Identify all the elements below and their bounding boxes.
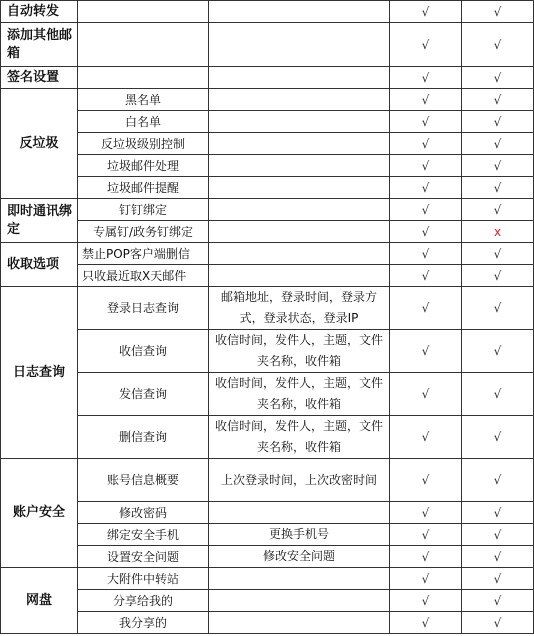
table-row: [1, 330, 534, 373]
support-mark: √: [390, 568, 462, 590]
support-mark: √: [462, 287, 534, 330]
feature-cell: 删信查询: [78, 416, 209, 459]
support-mark: √: [462, 265, 534, 287]
support-mark: √: [462, 546, 534, 568]
support-mark: √: [462, 199, 534, 221]
detail-cell: [209, 221, 390, 243]
feature-cell: 黑名单: [78, 89, 209, 111]
table-row: [1, 590, 534, 612]
table-row: [1, 612, 534, 634]
table-row: [1, 199, 534, 221]
category-cell: 账户安全: [1, 459, 78, 568]
detail-cell: [209, 89, 390, 111]
detail-cell: 更换手机号: [209, 524, 390, 546]
detail-cell: 收信时间，发件人，主题，文件夹名称，收件箱: [209, 416, 390, 459]
support-mark: √: [462, 177, 534, 199]
table-row: [1, 133, 534, 155]
support-mark: √: [390, 459, 462, 502]
detail-cell: [209, 133, 390, 155]
detail-cell: [209, 1, 390, 23]
support-mark: √: [462, 23, 534, 67]
support-mark: √: [390, 590, 462, 612]
support-mark: √: [390, 111, 462, 133]
feature-cell: 垃圾邮件提醒: [78, 177, 209, 199]
support-mark: √: [462, 133, 534, 155]
table-row: [1, 23, 534, 67]
table-row: [1, 373, 534, 416]
support-mark: √: [462, 459, 534, 502]
support-mark: √: [390, 199, 462, 221]
support-mark: √: [390, 221, 462, 243]
table-row: [1, 111, 534, 133]
support-mark: √: [390, 373, 462, 416]
table-row: [1, 89, 534, 111]
table-row: [1, 221, 534, 243]
category-cell: 收取选项: [1, 243, 78, 287]
detail-cell: 收信时间，发件人，主题，文件夹名称，收件箱: [209, 373, 390, 416]
detail-cell: 修改安全问题: [209, 546, 390, 568]
category-cell: 反垃圾: [1, 89, 78, 199]
category-cell: 添加其他邮箱: [1, 23, 78, 67]
support-mark: √: [390, 23, 462, 67]
category-cell: 自动转发: [1, 1, 78, 23]
support-mark: √: [462, 155, 534, 177]
table-row: [1, 155, 534, 177]
support-mark: √: [390, 1, 462, 23]
support-mark: √: [390, 546, 462, 568]
feature-cell: 垃圾邮件处理: [78, 155, 209, 177]
support-mark: √: [390, 330, 462, 373]
detail-cell: 收信时间，发件人，主题，文件夹名称，收件箱: [209, 330, 390, 373]
feature-cell: [78, 23, 209, 67]
support-mark: √: [462, 67, 534, 89]
support-mark: √: [390, 524, 462, 546]
detail-cell: [209, 590, 390, 612]
table-row: [1, 416, 534, 459]
feature-cell: 设置安全问题: [78, 546, 209, 568]
support-mark: √: [462, 373, 534, 416]
feature-cell: 发信查询: [78, 373, 209, 416]
support-mark: √: [462, 111, 534, 133]
support-mark: √: [462, 524, 534, 546]
category-cell: 日志查询: [1, 287, 78, 459]
support-mark: √: [390, 612, 462, 634]
support-mark: √: [462, 502, 534, 524]
table-row: [1, 287, 534, 330]
support-mark: √: [390, 502, 462, 524]
support-mark: √: [390, 133, 462, 155]
table-row: [1, 243, 534, 265]
feature-cell: 修改密码: [78, 502, 209, 524]
feature-cell: 禁止POP客户端删信: [78, 243, 209, 265]
detail-cell: [209, 177, 390, 199]
table-row: [1, 502, 534, 524]
category-cell: 网盘: [1, 568, 78, 634]
feature-cell: [78, 1, 209, 23]
table-row: [1, 546, 534, 568]
support-mark: √: [462, 89, 534, 111]
detail-cell: 上次登录时间，上次改密时间: [209, 459, 390, 502]
feature-cell: 分享给我的: [78, 590, 209, 612]
detail-cell: [209, 199, 390, 221]
feature-cell: 账号信息概要: [78, 459, 209, 502]
table-row: [1, 265, 534, 287]
support-mark: √: [390, 243, 462, 265]
support-mark: √: [390, 67, 462, 89]
feature-cell: [78, 67, 209, 89]
detail-cell: [209, 155, 390, 177]
detail-cell: [209, 502, 390, 524]
feature-cell: 收信查询: [78, 330, 209, 373]
support-mark: √: [390, 177, 462, 199]
detail-cell: [209, 265, 390, 287]
unsupported-mark: x: [462, 221, 534, 243]
feature-cell: 只收最近取X天邮件: [78, 265, 209, 287]
detail-cell: 邮箱地址，登录时间，登录方式，登录状态，登录IP: [209, 287, 390, 330]
support-mark: √: [462, 1, 534, 23]
table-row: [1, 1, 534, 23]
detail-cell: [209, 243, 390, 265]
table-row: [1, 177, 534, 199]
feature-cell: 我分享的: [78, 612, 209, 634]
detail-cell: [209, 23, 390, 67]
feature-cell: 反垃圾级别控制: [78, 133, 209, 155]
feature-cell: 白名单: [78, 111, 209, 133]
support-mark: √: [462, 612, 534, 634]
table-row: [1, 67, 534, 89]
table-row: [1, 459, 534, 502]
table-row: [1, 524, 534, 546]
feature-cell: 钉钉绑定: [78, 199, 209, 221]
support-mark: √: [390, 287, 462, 330]
support-mark: √: [462, 330, 534, 373]
detail-cell: [209, 568, 390, 590]
support-mark: √: [390, 89, 462, 111]
detail-cell: [209, 111, 390, 133]
feature-cell: 专属钉/政务钉绑定: [78, 221, 209, 243]
support-mark: √: [462, 568, 534, 590]
table-row: [1, 568, 534, 590]
feature-cell: 绑定安全手机: [78, 524, 209, 546]
support-mark: √: [390, 265, 462, 287]
category-cell: 签名设置: [1, 67, 78, 89]
feature-cell: 大附件中转站: [78, 568, 209, 590]
detail-cell: [209, 67, 390, 89]
support-mark: √: [390, 155, 462, 177]
feature-cell: 登录日志查询: [78, 287, 209, 330]
support-mark: √: [462, 590, 534, 612]
support-mark: √: [462, 243, 534, 265]
support-mark: √: [462, 416, 534, 459]
category-cell: 即时通讯绑定: [1, 199, 78, 243]
support-mark: √: [390, 416, 462, 459]
detail-cell: [209, 612, 390, 634]
